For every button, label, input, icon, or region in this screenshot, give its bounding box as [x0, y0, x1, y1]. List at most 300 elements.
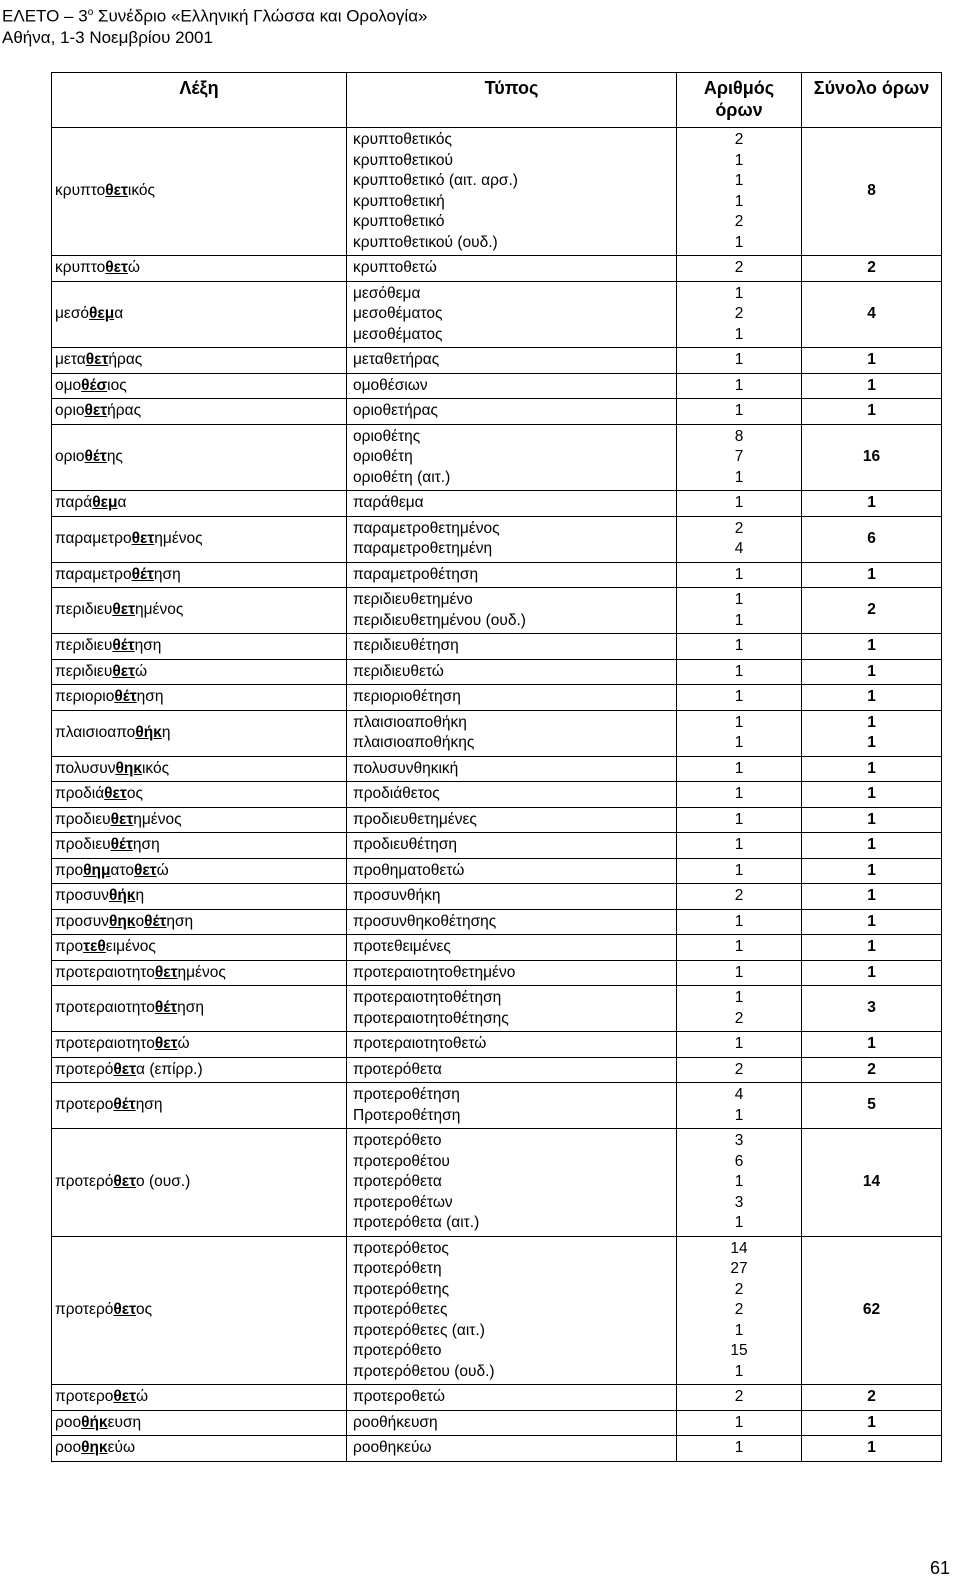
count-line: 27: [730, 1260, 748, 1277]
total-line: 4: [867, 305, 876, 322]
word-text: [55, 1414, 141, 1431]
word-segment: ικός: [127, 182, 156, 200]
word-text: [55, 663, 147, 680]
word-cell: [52, 634, 347, 660]
total-line: 1: [867, 565, 876, 583]
type-cell: [347, 399, 677, 425]
total-cell: [802, 1236, 942, 1385]
type-cell: [347, 1129, 677, 1237]
word-text: [55, 448, 123, 465]
type-line: προτερόθετο: [353, 1132, 442, 1149]
word-cell: [52, 281, 347, 348]
word-text: [55, 182, 155, 199]
count-line: 15: [730, 1342, 748, 1359]
total-line: 1: [867, 494, 876, 511]
word-segment: ώ: [127, 259, 141, 276]
word-cell: [52, 399, 347, 425]
count-line: 2: [734, 259, 744, 276]
word-text: [55, 688, 163, 705]
column-header-word: Λέξη: [52, 73, 347, 128]
total-cell: [802, 588, 942, 634]
word-cell: [52, 256, 347, 282]
word-segment: πολυσυν: [55, 759, 116, 777]
word-text: [55, 964, 226, 981]
count-cell: [677, 858, 802, 884]
type-cell: [347, 1436, 677, 1462]
word-cell: [52, 1436, 347, 1462]
total-cell: [802, 1410, 942, 1436]
word-text: [55, 637, 161, 654]
type-line: περιδιευθετημένο: [353, 591, 473, 608]
word-cell: [52, 756, 347, 782]
count-cell: [677, 1129, 802, 1237]
count-line: 1: [734, 376, 744, 394]
total-cell: [802, 935, 942, 961]
table-header-row: [52, 73, 942, 128]
total-line: 1: [867, 938, 876, 955]
count-line: 4: [734, 540, 744, 557]
total-cell: [802, 399, 942, 425]
word-segment: ηση: [177, 999, 204, 1017]
word-segment: ήρας: [107, 402, 142, 419]
count-cell: [677, 909, 802, 935]
count-cell: [677, 807, 802, 833]
count-cell: [677, 588, 802, 634]
table-row: [52, 491, 942, 517]
total-cell: [802, 1129, 942, 1237]
table-row: [52, 935, 942, 961]
table-row: [52, 399, 942, 425]
count-cell: [677, 424, 802, 491]
count-line: 1: [734, 734, 744, 751]
count-cell: [677, 960, 802, 986]
word-text: [55, 601, 183, 618]
count-cell: [677, 935, 802, 961]
word-segment: ώ: [156, 861, 169, 879]
total-line: 1: [867, 785, 876, 802]
word-stem-emphasis: θετ: [154, 963, 178, 981]
word-cell: [52, 782, 347, 808]
total-cell: [802, 516, 942, 562]
total-cell: [802, 858, 942, 884]
count-line: 2: [734, 1301, 744, 1318]
count-line: 14: [730, 1239, 748, 1257]
word-text: [55, 305, 123, 322]
word-segment: ευση: [107, 1413, 142, 1431]
type-line: κρυπτοθετικού: [353, 151, 454, 169]
word-stem-emphasis: θηκ: [115, 759, 142, 777]
word-segment: πλαισιοαπο: [55, 723, 136, 741]
count-cell: [677, 256, 802, 282]
column-header-type: Τύπος: [347, 73, 677, 128]
word-stem-emphasis: θετ: [105, 259, 128, 276]
total-cell: [802, 348, 942, 374]
count-line: 1: [734, 1035, 744, 1052]
count-line: 1: [734, 989, 744, 1006]
word-segment: ηση: [135, 1096, 163, 1114]
word-text: [55, 402, 141, 419]
word-segment: ημένος: [134, 601, 184, 619]
total-cell: [802, 424, 942, 491]
table-row: [52, 659, 942, 685]
word-segment: ημένος: [177, 963, 226, 981]
type-line: κρυπτοθετώ: [353, 259, 437, 276]
count-line: 2: [734, 887, 744, 904]
count-cell: [677, 491, 802, 517]
total-line: 16: [862, 448, 881, 465]
type-cell: [347, 1057, 677, 1083]
table-row: [52, 1236, 942, 1385]
table-row: [52, 588, 942, 634]
type-line: κρυπτοθετικού (ουδ.): [353, 233, 498, 251]
type-line: προτερόθετες (αιτ.): [353, 1321, 485, 1339]
word-stem-emphasis: θετ: [133, 861, 157, 879]
type-line: προτεροθετώ: [353, 1388, 445, 1405]
type-line: προτερόθετου (ουδ.): [353, 1362, 495, 1380]
count-cell: [677, 884, 802, 910]
word-cell: [52, 1410, 347, 1436]
type-cell: [347, 588, 677, 634]
count-cell: [677, 348, 802, 374]
word-cell: [52, 685, 347, 711]
word-segment: ειμένος: [105, 938, 156, 955]
word-text: [55, 999, 204, 1016]
table-row: [52, 128, 942, 256]
word-cell: [52, 884, 347, 910]
word-segment: εύω: [107, 1439, 136, 1456]
total-line: 1: [867, 836, 876, 853]
type-cell: [347, 1385, 677, 1411]
word-segment: μεσό: [55, 305, 90, 322]
count-line: 1: [734, 151, 744, 169]
count-line: 1: [734, 1362, 744, 1380]
count-line: 1: [734, 713, 744, 731]
word-segment: ώ: [136, 1388, 149, 1405]
count-line: 2: [734, 1009, 744, 1027]
word-text: [55, 1301, 152, 1318]
word-segment: ηση: [132, 836, 160, 853]
count-line: 1: [734, 1439, 744, 1456]
type-line: πλαισιοαποθήκη: [353, 713, 467, 731]
total-cell: [802, 710, 942, 756]
table-row: [52, 833, 942, 859]
word-segment: ατο: [110, 861, 134, 879]
type-cell: [347, 807, 677, 833]
count-line: 1: [734, 1173, 744, 1190]
table-row: [52, 373, 942, 399]
total-cell: [802, 562, 942, 588]
table-row: [52, 424, 942, 491]
word-segment: μετα: [55, 351, 86, 368]
type-line: οριοθετήρας: [353, 402, 439, 419]
type-cell: [347, 634, 677, 660]
type-line: κρυπτοθετικό (αιτ. αρσ.): [353, 172, 518, 189]
type-line: προτεραιοτητοθετώ: [353, 1035, 487, 1052]
type-cell: [347, 1083, 677, 1129]
type-line: πλαισιοαποθήκης: [353, 734, 475, 751]
word-cell: [52, 710, 347, 756]
word-stem-emphasis: θετ: [112, 601, 135, 619]
word-cell: [52, 588, 347, 634]
type-line: μεσοθέματος: [353, 325, 443, 343]
count-cell: [677, 373, 802, 399]
word-segment: ομο: [55, 376, 82, 394]
word-segment: ης: [106, 448, 123, 465]
count-cell: [677, 710, 802, 756]
type-cell: [347, 1236, 677, 1385]
type-line: μεσοθέματος: [353, 305, 443, 322]
total-cell: [802, 1083, 942, 1129]
type-line: Προτεροθέτηση: [353, 1106, 461, 1124]
word-stem-emphasis: θήκ: [81, 1413, 108, 1431]
type-line: παραμετροθέτηση: [353, 565, 479, 583]
count-line: 1: [734, 688, 744, 705]
count-line: 1: [734, 233, 744, 251]
word-cell: [52, 1032, 347, 1058]
count-line: 1: [734, 1106, 744, 1124]
count-line: 1: [734, 325, 744, 343]
type-line: προσυνθήκη: [353, 887, 441, 904]
type-cell: [347, 685, 677, 711]
total-line: 1: [867, 887, 876, 904]
word-segment: ώ: [134, 662, 148, 680]
word-segment: παρά: [55, 494, 93, 511]
total-line: 2: [867, 259, 876, 276]
total-line: 5: [867, 1096, 876, 1114]
total-line: 1: [867, 759, 876, 777]
word-segment: ος: [126, 785, 143, 802]
word-stem-emphasis: θέτ: [114, 688, 137, 705]
header-date-line: Αθήνα, 1-3 Νοεμβρίου 2001: [2, 27, 213, 47]
type-cell: [347, 935, 677, 961]
count-cell: [677, 833, 802, 859]
word-stem-emphasis: θετ: [105, 182, 128, 200]
word-stem-emphasis: θέτ: [113, 1096, 136, 1114]
type-line: προδιάθετος: [353, 785, 440, 802]
word-segment: ικός: [141, 759, 170, 777]
total-line: 1: [867, 810, 876, 828]
count-cell: [677, 1057, 802, 1083]
count-cell: [677, 1385, 802, 1411]
table-row: [52, 909, 942, 935]
type-line: προτεθειμένες: [353, 938, 451, 955]
word-segment: ροο: [55, 1413, 82, 1431]
type-line: προτεραιοτητοθέτηση: [353, 989, 502, 1006]
type-line: ομοθέσιων: [353, 376, 428, 394]
column-header-total: Σύνολο όρων: [802, 73, 942, 128]
type-line: προτεροθέτου: [353, 1152, 450, 1170]
total-line: 1: [867, 1439, 876, 1456]
header-superscript: ο: [87, 7, 94, 18]
word-segment: α (επίρρ.): [136, 1060, 203, 1078]
type-line: προτερόθετης: [353, 1280, 450, 1298]
count-line: 2: [734, 213, 744, 230]
word-text: [55, 1035, 190, 1052]
word-segment: η: [135, 887, 145, 904]
count-cell: [677, 128, 802, 256]
document-header: [2, 2, 427, 48]
word-segment: προδιά: [55, 785, 105, 802]
count-cell: [677, 1410, 802, 1436]
word-segment: προτεραιοτητο: [55, 999, 155, 1017]
table-row: [52, 782, 942, 808]
word-cell: [52, 858, 347, 884]
count-line: 1: [734, 591, 744, 608]
type-line: μεταθετήρας: [353, 351, 440, 368]
type-line: παραμετροθετημένη: [353, 540, 493, 557]
type-cell: [347, 562, 677, 588]
table-row: [52, 1436, 942, 1462]
count-line: 1: [734, 1214, 744, 1231]
word-stem-emphasis: θετ: [112, 662, 135, 680]
total-cell: [802, 986, 942, 1032]
count-cell: [677, 1083, 802, 1129]
total-cell: [802, 491, 942, 517]
word-text: [55, 377, 127, 394]
word-cell: [52, 1236, 347, 1385]
type-cell: [347, 782, 677, 808]
type-line: μεσόθεμα: [353, 284, 421, 302]
count-line: 2: [734, 305, 744, 322]
word-stem-emphasis: θετ: [113, 1388, 137, 1405]
word-segment: παραμετρο: [55, 565, 132, 583]
total-cell: [802, 1436, 942, 1462]
count-line: 1: [734, 861, 744, 879]
type-cell: [347, 710, 677, 756]
count-line: 3: [734, 1193, 744, 1211]
table-row: [52, 634, 942, 660]
count-line: 1: [734, 1321, 744, 1339]
type-cell: [347, 491, 677, 517]
word-segment: η: [161, 723, 171, 741]
word-text: [55, 351, 142, 368]
type-cell: [347, 986, 677, 1032]
word-stem-emphasis: θεμ: [92, 494, 118, 511]
word-stem-emphasis: θηκ: [108, 912, 136, 930]
total-cell: [802, 281, 942, 348]
table-row: [52, 1410, 942, 1436]
table-row: [52, 756, 942, 782]
total-cell: [802, 756, 942, 782]
type-line: προδιευθετημένες: [353, 810, 477, 828]
word-cell: [52, 986, 347, 1032]
total-cell: [802, 833, 942, 859]
count-line: 1: [734, 565, 744, 583]
count-cell: [677, 281, 802, 348]
word-stem-emphasis: θετ: [113, 1301, 137, 1318]
type-line: προδιευθέτηση: [353, 836, 458, 853]
count-cell: [677, 399, 802, 425]
count-line: 1: [734, 912, 744, 930]
total-cell: [802, 1385, 942, 1411]
total-cell: [802, 1032, 942, 1058]
header-prefix: ΕΛΕΤΟ – 3: [2, 6, 88, 26]
type-line: προθηματοθετώ: [353, 861, 465, 879]
word-stem-emphasis: θέτ: [84, 448, 107, 465]
count-cell: [677, 1436, 802, 1462]
type-cell: [347, 1410, 677, 1436]
word-cell: [52, 1057, 347, 1083]
word-segment: προτερό: [55, 1060, 114, 1078]
total-line: 8: [867, 182, 876, 200]
total-line: 1: [867, 402, 876, 419]
table-row: [52, 516, 942, 562]
type-line: περιδιευθετώ: [353, 662, 444, 680]
word-cell: [52, 659, 347, 685]
word-segment: προτερο: [55, 1096, 114, 1114]
total-line: 2: [867, 601, 876, 619]
total-cell: [802, 807, 942, 833]
type-line: κρυπτοθετική: [353, 192, 445, 210]
total-line: 6: [867, 529, 876, 547]
total-line: 2: [867, 1060, 876, 1078]
total-cell: [802, 659, 942, 685]
type-line: προτερόθετες: [353, 1301, 448, 1318]
count-line: 1: [734, 759, 744, 777]
count-cell: [677, 986, 802, 1032]
type-cell: [347, 659, 677, 685]
word-stem-emphasis: θετ: [84, 402, 108, 419]
word-stem-emphasis: θηκ: [81, 1439, 108, 1456]
type-cell: [347, 960, 677, 986]
word-segment: προτερό: [55, 1301, 114, 1318]
count-line: 6: [734, 1152, 744, 1170]
total-line: 1: [867, 912, 876, 930]
word-segment: κρυπτο: [55, 259, 106, 276]
count-line: 1: [734, 637, 744, 654]
type-line: οριοθέτη (αιτ.): [353, 468, 451, 486]
word-cell: [52, 1385, 347, 1411]
word-segment: ηση: [134, 637, 162, 654]
word-segment: προτεραιοτητο: [55, 1035, 155, 1052]
count-line: 4: [734, 1086, 744, 1103]
word-cell: [52, 1083, 347, 1129]
type-line: προτερόθετα: [353, 1060, 442, 1078]
count-line: 2: [734, 1280, 744, 1298]
word-segment: κρυπτο: [55, 182, 106, 200]
word-stem-emphasis: θέτ: [112, 637, 135, 654]
word-segment: ηση: [136, 688, 164, 705]
total-line: 2: [867, 1388, 876, 1405]
type-line: πολυσυνθηκική: [353, 759, 459, 777]
total-cell: [802, 685, 942, 711]
count-line: 8: [734, 427, 744, 445]
word-cell: [52, 1129, 347, 1237]
type-line: κρυπτοθετικός: [353, 131, 453, 148]
word-stem-emphasis: θετ: [85, 351, 109, 368]
total-line: 1: [867, 963, 876, 981]
type-line: περιδιευθετημένου (ουδ.): [353, 611, 526, 629]
total-cell: [802, 782, 942, 808]
type-line: προτερόθετος: [353, 1239, 449, 1257]
count-line: 1: [734, 468, 744, 486]
word-text: [55, 1388, 148, 1405]
word-segment: οριο: [55, 402, 85, 419]
type-cell: [347, 281, 677, 348]
total-line: 1: [867, 662, 876, 680]
total-cell: [802, 884, 942, 910]
word-text: [55, 259, 140, 276]
word-text: [55, 938, 156, 955]
table-row: [52, 562, 942, 588]
word-text: [55, 1439, 135, 1456]
count-cell: [677, 685, 802, 711]
word-stem-emphasis: θεμ: [89, 305, 115, 322]
word-segment: ροο: [55, 1439, 82, 1456]
total-line: 1: [867, 376, 876, 394]
word-stem-emphasis: θέτ: [154, 999, 178, 1017]
table-row: [52, 960, 942, 986]
